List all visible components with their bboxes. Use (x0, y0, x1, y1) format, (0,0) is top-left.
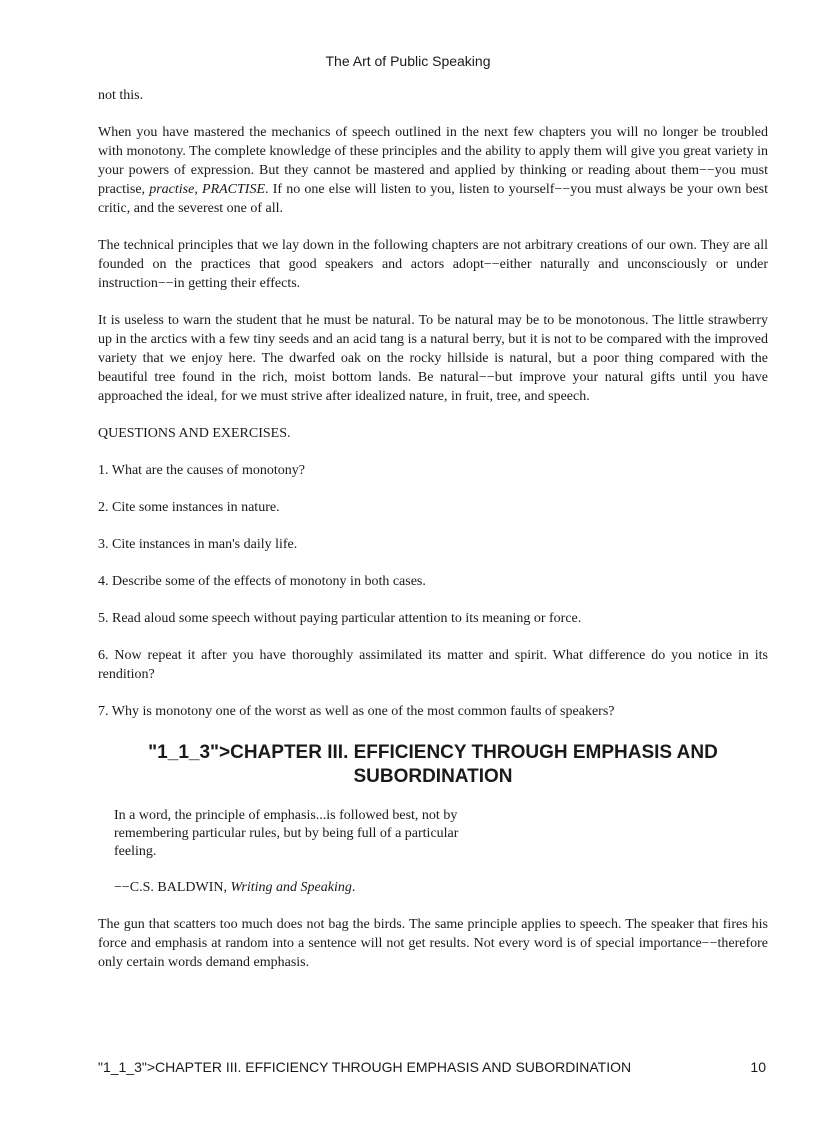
page-number: 10 (750, 1059, 766, 1075)
page-content (98, 86, 768, 990)
emphasis-practise-caps: PRACTISE (202, 182, 266, 197)
paragraph-continuation: not this. (98, 88, 144, 103)
epigraph-quote: In a word, the principle of emphasis...is followed best, not by remembering particular rules, but by being full of a particular feeling. (114, 808, 459, 859)
epigraph-author: −−C.S. BALDWIN, (114, 880, 231, 895)
questions-heading: QUESTIONS AND EXERCISES. (98, 426, 291, 441)
emphasis-practise: practise (149, 182, 195, 197)
book-title: The Art of Public Speaking (325, 53, 491, 69)
paragraph-mastery (98, 123, 768, 218)
running-header (0, 52, 816, 70)
epigraph-work-title: Writing and Speaking (230, 880, 352, 895)
question-item: 1. What are the causes of monotony? (98, 463, 305, 478)
paragraph-gun: The gun that scatters too much does not bag the birds. The same principle applies to speech. The speaker that fires his force and emphasis at random into a sentence will not get results. Not every word is of special importance−−therefore only certain words demand emphasis. (98, 917, 768, 970)
emphasis-separator: , (194, 182, 203, 197)
question-item: 3. Cite instances in man's daily life. (98, 537, 298, 552)
epigraph (114, 807, 474, 897)
epigraph-period: . (351, 880, 356, 895)
footer-chapter-title: "1_1_3">CHAPTER III. EFFICIENCY THROUGH EMPHASIS AND SUBORDINATION (98, 1059, 632, 1075)
question-item: 5. Read aloud some speech without paying particular attention to its meaning or force. (98, 611, 582, 626)
epigraph-attribution (114, 879, 474, 897)
question-item: 6. Now repeat it after you have thoroughly assimilated its matter and spirit. What difference do you notice in its rendition? (98, 648, 768, 682)
paragraph-mastery-text-b: . If no one else will listen to you, listen to yourself−−you must always be your own best critic, and the severest one of all. (98, 182, 768, 216)
paragraph-principles: The technical principles that we lay down in the following chapters are not arbitrary creations of our own. They are all founded on the practices that good speakers and actors adopt−−either naturally and unconsciously or under instruction−−in getting their effects. (98, 238, 768, 291)
question-item: 4. Describe some of the effects of monotony in both cases. (98, 574, 426, 589)
chapter-title: "1_1_3">CHAPTER III. EFFICIENCY THROUGH EMPHASIS AND SUBORDINATION (148, 742, 718, 787)
paragraph-mastery-text-a: When you have mastered the mechanics of speech outlined in the next few chapters you will no longer be troubled with monotony. The complete knowledge of these principles and the ability to apply them will give you great variety in your powers of expression. But they cannot be mastered and applied by thinking or reading about them−−you must practise, (98, 125, 768, 197)
question-item: 7. Why is monotony one of the worst as well as one of the most common faults of speakers? (98, 704, 615, 719)
paragraph-natural: It is useless to warn the student that he must be natural. To be natural may be to be monotonous. The little strawberry up in the arctics with a few tiny seeds and an acid tang is a natural berry, but it is not to be compared with the improved variety that we enjoy here. The dwarfed oak on the rocky hillside is natural, but a poor thing compared with the beautiful tree found in the rich, moist bottom lands. Be natural−−but improve your natural gifts until you have approached the ideal, for we must strive after idealized nature, in fruit, tree, and speech. (98, 313, 768, 404)
question-item: 2. Cite some instances in nature. (98, 500, 280, 515)
